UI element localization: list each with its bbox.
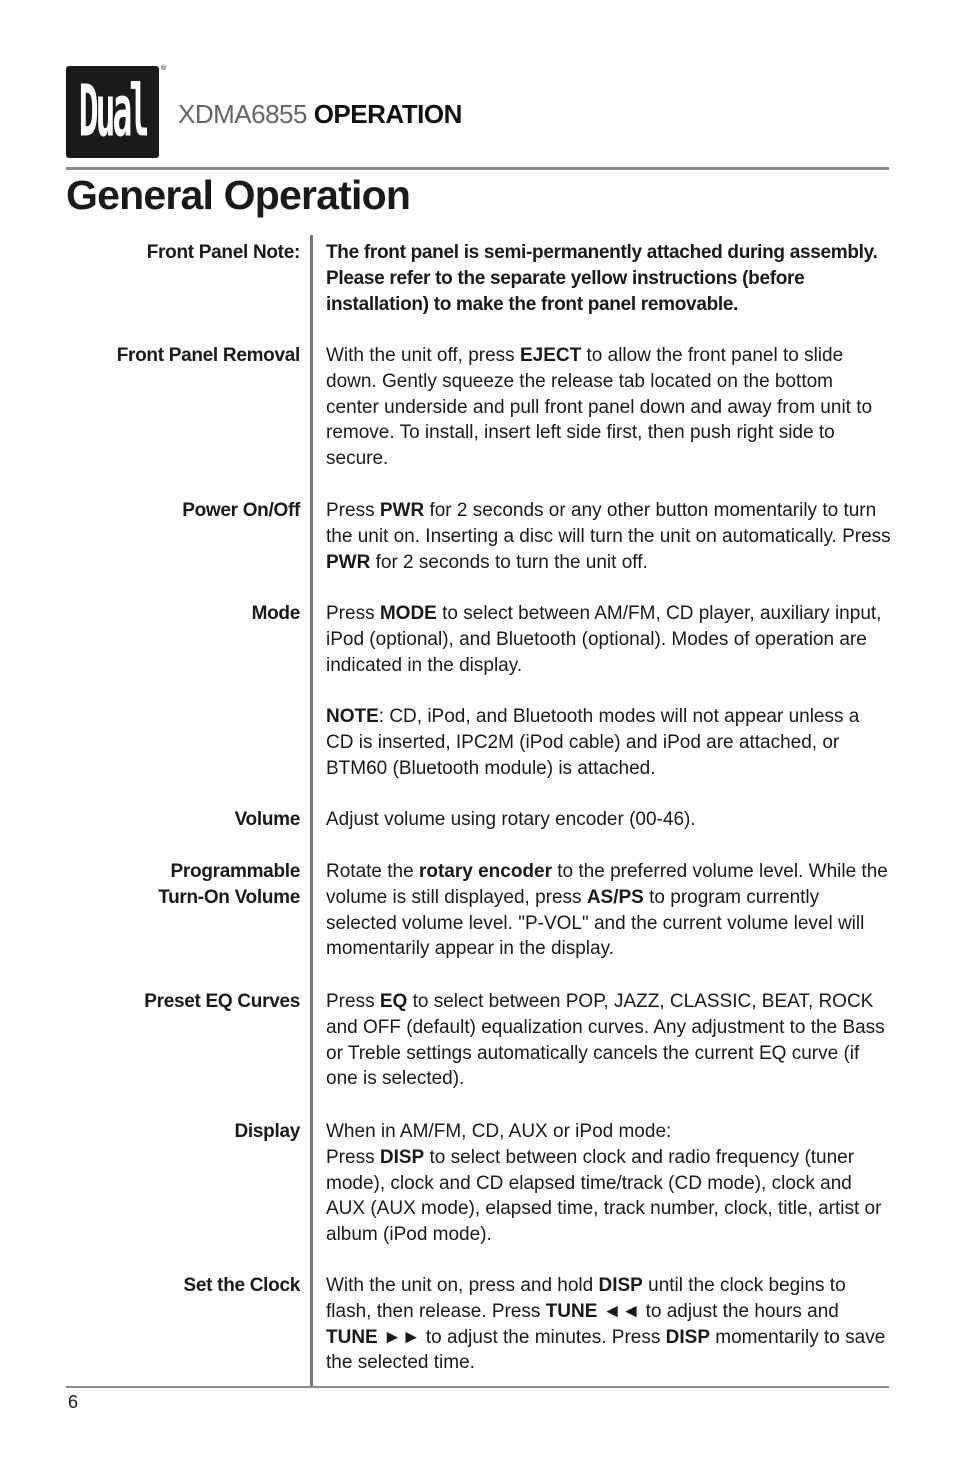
header-model: XDMA6855 xyxy=(178,99,307,129)
page-number: 6 xyxy=(68,1392,79,1412)
text-front-panel-note: The front panel is semi-permanently attached during assembly. Please refer to the separate yellow instructions (before installation) to make the front panel removable. xyxy=(326,242,878,315)
footer-divider xyxy=(66,1386,889,1388)
page-header xyxy=(178,99,462,130)
text-power: Press PWR for 2 seconds or any other button momentarily to turn the unit on. Inserting a disc will turn the unit on automatically. Press PWR for 2 seconds to turn the unit off. xyxy=(326,500,891,573)
label-front-panel-note: Front Panel Note: xyxy=(146,242,300,263)
label-eq: Preset EQ Curves xyxy=(144,991,300,1012)
label-mode: Mode xyxy=(251,603,300,624)
label-set-clock: Set the Clock xyxy=(183,1275,300,1296)
text-programmable-volume: Rotate the rotary encoder to the preferred volume level. While the volume is still displayed, press AS/PS to program currently selected volume level. "P-VOL" and the current volume level will momentarily appear in the display. xyxy=(326,861,888,960)
text-front-panel-removal: With the unit off, press EJECT to allow the front panel to slide down. Gently squeeze the release tab located on the bottom center underside and pull front panel down and away from unit to remove. To install, insert left side first, then push right side to secure. xyxy=(326,345,873,470)
label-front-panel-removal: Front Panel Removal xyxy=(116,345,300,366)
text-mode: Press MODE to select between AM/FM, CD player, auxiliary input, iPod (optional), and Bluetooth (optional). Modes of operation are indicated in the display. xyxy=(326,603,882,676)
label-display: Display xyxy=(234,1121,300,1142)
column-divider xyxy=(310,235,313,1387)
header-divider xyxy=(66,167,889,170)
page-title: General Operation xyxy=(66,172,411,218)
label-volume: Volume xyxy=(234,809,300,830)
text-display: When in AM/FM, CD, AUX or iPod mode: Press DISP to select between clock and radio frequency (tuner mode), clock and CD elapsed time/track (CD mode), clock and AUX (AUX mode), elapsed time, track number, clock, title, artist or album (iPod mode). xyxy=(326,1121,882,1246)
logo-text: Dual xyxy=(78,69,147,153)
label-power: Power On/Off xyxy=(182,500,300,521)
text-set-clock: With the unit on, press and hold DISP until the clock begins to flash, then release. Press TUNE ◄◄ to adjust the hours and TUNE ►► to adjust the minutes. Press DISP momentarily to save the selected time. xyxy=(326,1275,886,1374)
registered-mark: ® xyxy=(160,64,167,72)
text-volume: Adjust volume using rotary encoder (00-46). xyxy=(326,809,696,830)
label-programmable-volume: Programmable Turn-On Volume xyxy=(158,861,300,908)
text-eq: Press EQ to select between POP, JAZZ, CLASSIC, BEAT, ROCK and OFF (default) equalization curves. Any adjustment to the Bass or Treble settings automatically cancels the current EQ curve (if one is selected). xyxy=(326,991,885,1090)
header-operation: OPERATION xyxy=(313,99,462,129)
dual-logo xyxy=(66,66,159,158)
text-mode-note: NOTE: CD, iPod, and Bluetooth modes will not appear unless a CD is inserted, IPC2M (iPod cable) and iPod are attached, or BTM60 (Bluetooth module) is attached. xyxy=(326,706,860,779)
